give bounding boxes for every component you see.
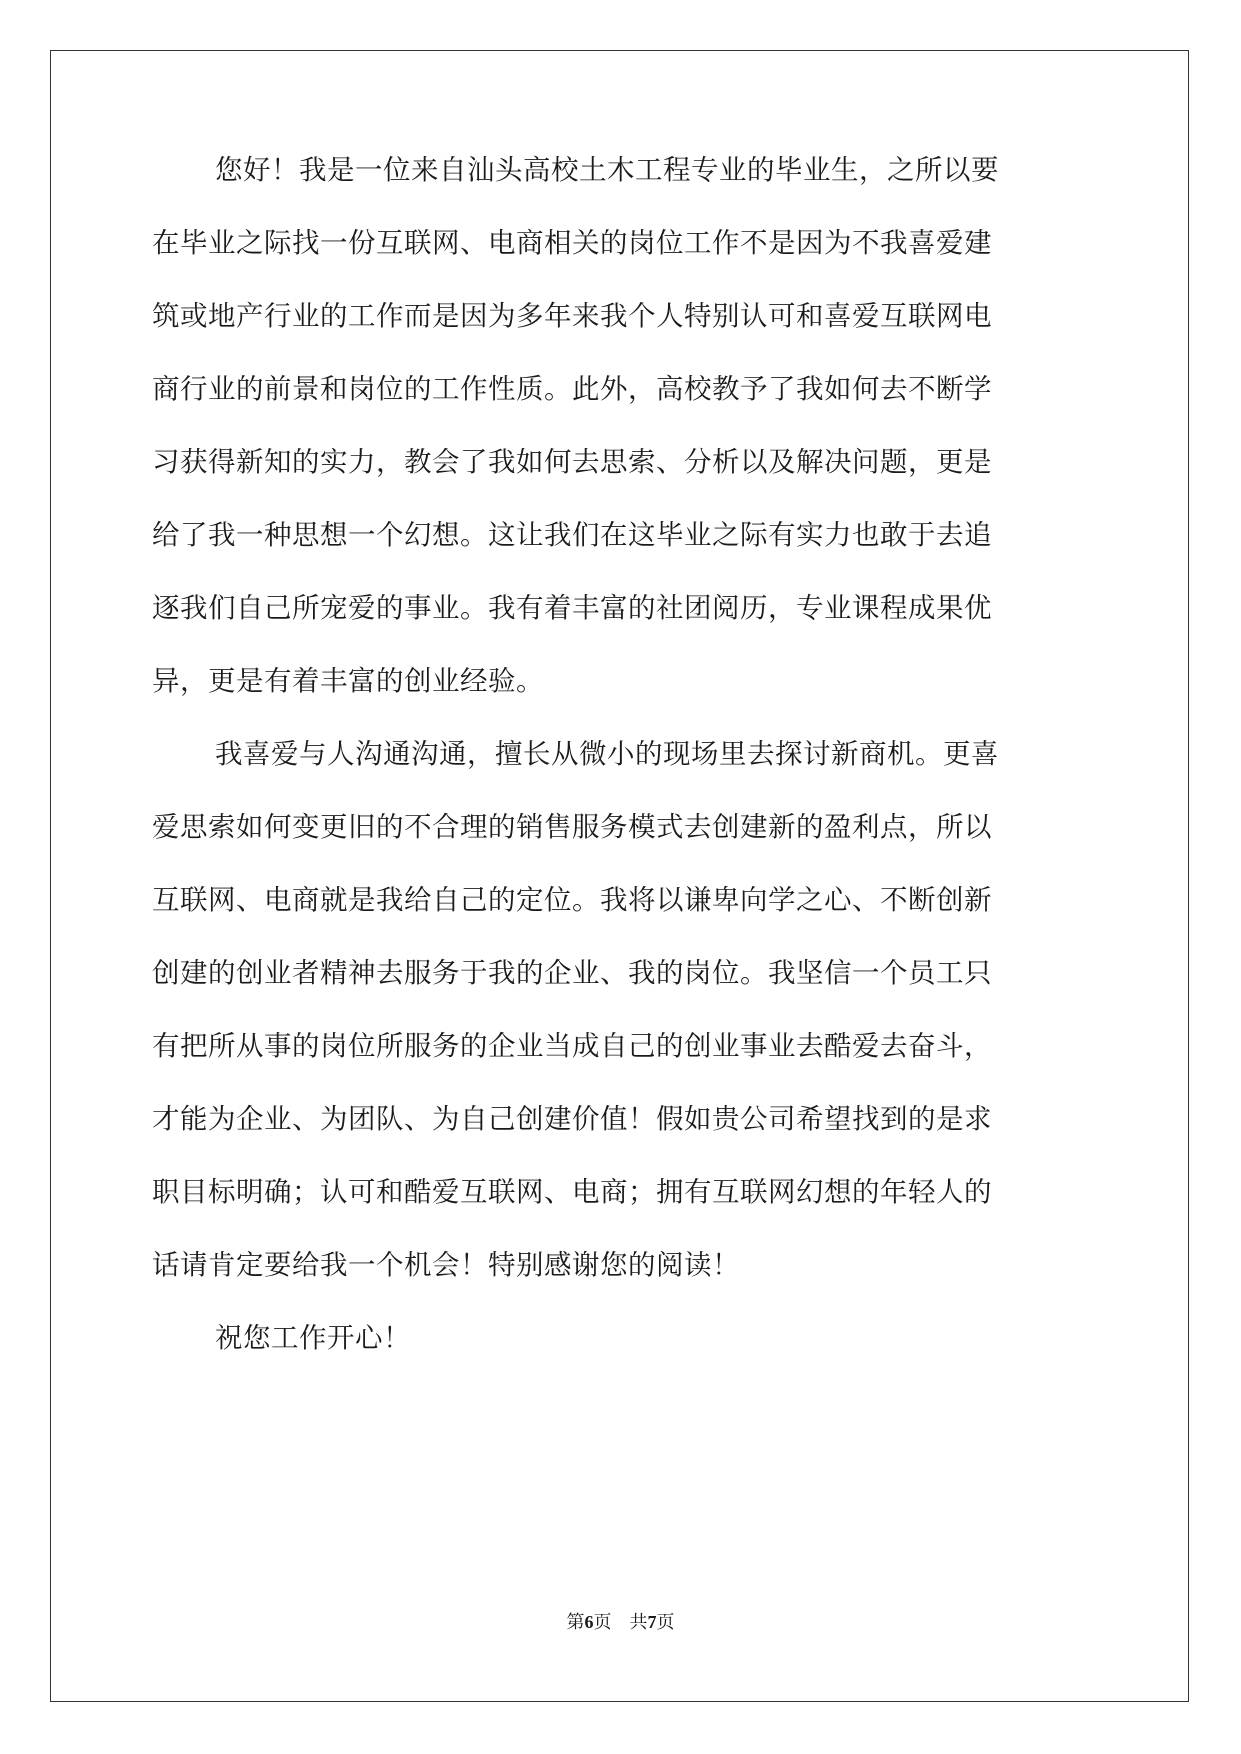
paragraph-line: 话请肯定要给我一个机会！特别感谢您的阅读！ <box>152 1249 740 1281</box>
paragraph-line: 异，更是有着丰富的创业经验。 <box>152 665 544 697</box>
paragraph-line: 职目标明确；认可和酷爱互联网、电商；拥有互联网幻想的年轻人的 <box>152 1176 992 1208</box>
total-suffix: 页 <box>656 1612 675 1633</box>
paragraph-line: 习获得新知的实力，教会了我如何去思索、分析以及解决问题，更是 <box>152 446 992 478</box>
paragraph-line: 爱思索如何变更旧的不合理的销售服务模式去创建新的盈利点，所以 <box>152 811 992 843</box>
paragraph-line: 我喜爱与人沟通沟通，擅长从微小的现场里去探讨新商机。更喜 <box>215 738 999 770</box>
page-total: 7 <box>647 1612 657 1632</box>
paragraph-line: 您好！我是一位来自汕头高校土木工程专业的毕业生，之所以要 <box>215 154 999 186</box>
paragraph-line: 给了我一种思想一个幻想。这让我们在这毕业之际有实力也敢于去追 <box>152 519 992 551</box>
paragraph-line: 商行业的前景和岗位的工作性质。此外，高校教予了我如何去不断学 <box>152 373 992 405</box>
page-prefix: 第 <box>566 1612 585 1633</box>
total-prefix: 共 <box>629 1612 648 1633</box>
paragraph-line: 互联网、电商就是我给自己的定位。我将以谦卑向学之心、不断创新 <box>152 884 992 916</box>
page-suffix: 页 <box>593 1612 612 1633</box>
page-current: 6 <box>584 1612 594 1632</box>
paragraph-line: 筑或地产行业的工作而是因为多年来我个人特别认可和喜爱互联网电 <box>152 300 992 332</box>
paragraph-line: 有把所从事的岗位所服务的企业当成自己的创业事业去酷爱去奋斗， <box>152 1030 992 1062</box>
page-footer <box>0 1610 1241 1635</box>
closing-line: 祝您工作开心！ <box>215 1322 411 1354</box>
paragraph-line: 在毕业之际找一份互联网、电商相关的岗位工作不是因为不我喜爱建 <box>152 227 992 259</box>
paragraph-line: 创建的创业者精神去服务于我的企业、我的岗位。我坚信一个员工只 <box>152 957 992 989</box>
paragraph-line: 逐我们自己所宠爱的事业。我有着丰富的社团阅历，专业课程成果优 <box>152 592 992 624</box>
paragraph-line: 才能为企业、为团队、为自己创建价值！假如贵公司希望找到的是求 <box>152 1103 992 1135</box>
